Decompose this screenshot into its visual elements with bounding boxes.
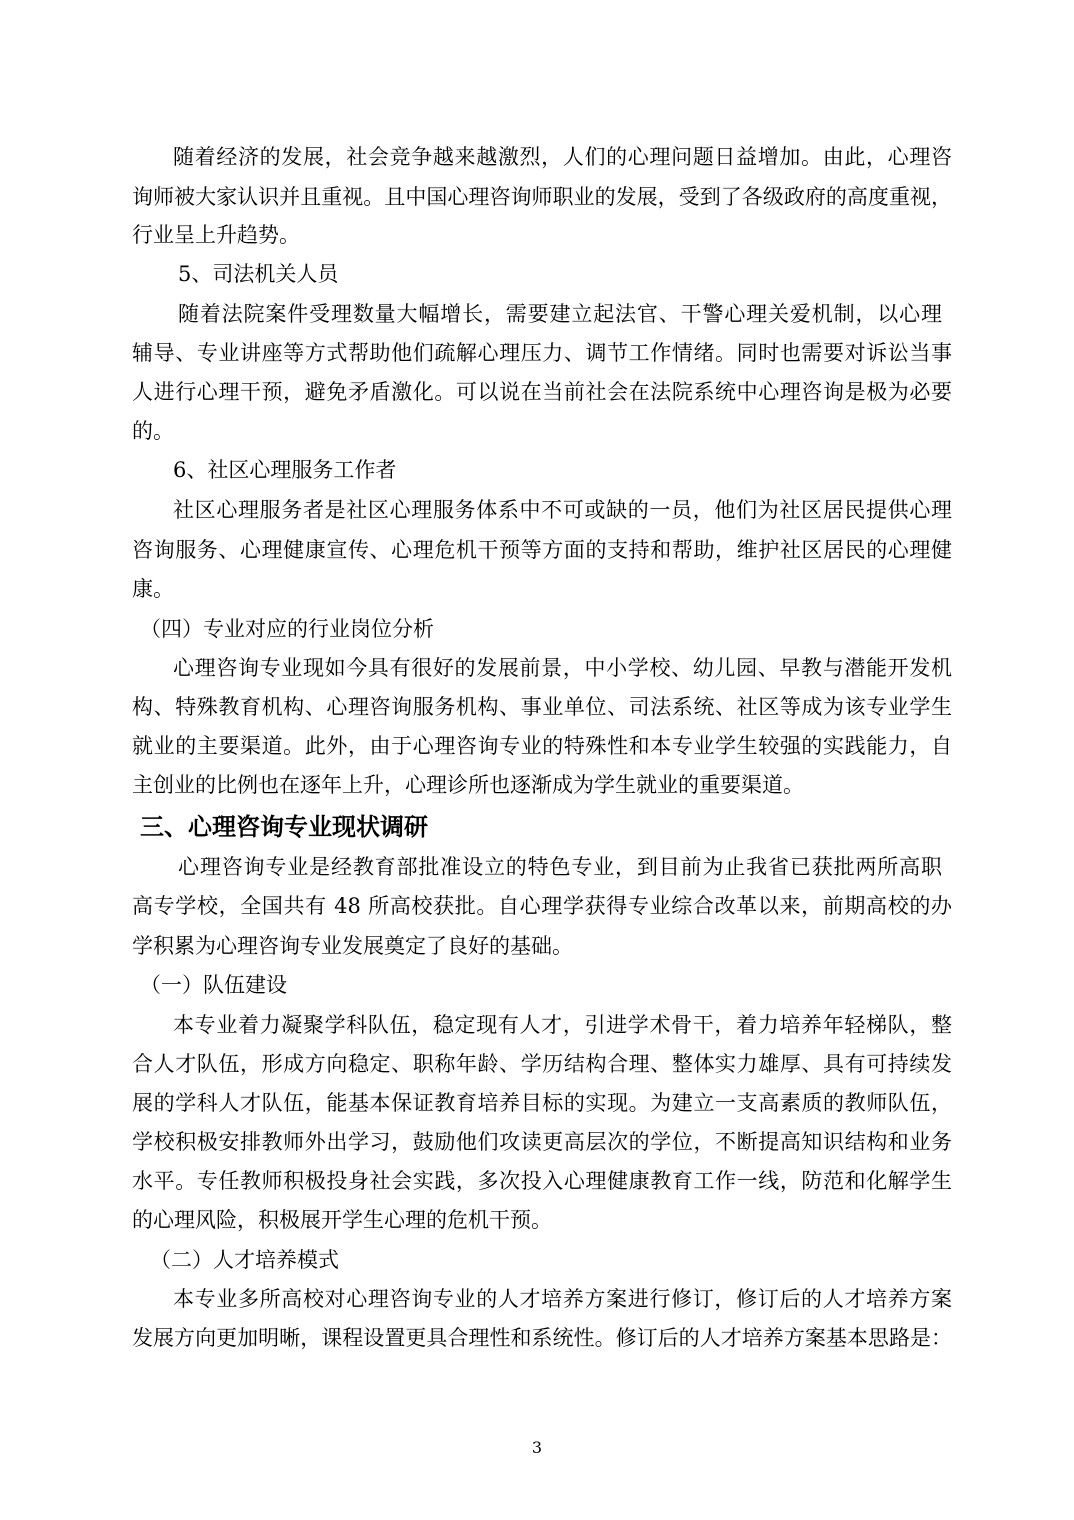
paragraph-line: 随着经济的发展，社会竞争越来越激烈，人们的心理问题日益增加。由此，心理咨 — [173, 145, 952, 169]
paragraph-line: 人进行心理干预，避免矛盾激化。可以说在当前社会在法院系统中心理咨询是极为必要 — [132, 380, 952, 404]
paragraph-line: 学积累为心理咨询专业发展奠定了良好的基础。 — [132, 934, 573, 958]
paragraph-line: 询师被大家认识并且重视。且中国心理咨询师职业的发展，受到了各级政府的高度重视， — [132, 185, 952, 209]
paragraph-line: 高专学校，全国共有 48 所高校获批。自心理学获得专业综合改革以来，前期高校的办 — [132, 894, 952, 918]
subsection-heading: （四）专业对应的行业岗位分析 — [140, 617, 434, 641]
paragraph-line: 的。 — [132, 419, 174, 443]
paragraph-line: 展的学科人才队伍，能基本保证教育培养目标的实现。为建立一支高素质的教师队伍， — [132, 1091, 952, 1115]
paragraph-line: 行业呈上升趋势。 — [132, 223, 300, 247]
paragraph-line: 发展方向更加明晰，课程设置更具合理性和系统性。修订后的人才培养方案基本思路是： — [132, 1326, 952, 1350]
paragraph-line: 心理咨询专业是经教育部批准设立的特色专业，到目前为止我省已获批两所高职 — [178, 855, 942, 879]
paragraph-line: 社区心理服务者是社区心理服务体系中不可或缺的一员，他们为社区居民提供心理 — [173, 498, 952, 522]
paragraph-line: 本专业着力凝聚学科队伍，稳定现有人才，引进学术骨干，着力培养年轻梯队，整 — [173, 1013, 952, 1037]
section-heading: 三、心理咨询专业现状调研 — [140, 813, 428, 841]
paragraph-line: 学校积极安排教师外出学习，鼓励他们攻读更高层次的学位，不断提高知识结构和业务 — [132, 1130, 952, 1154]
paragraph-line: 水平。专任教师积极投身社会实践，多次投入心理健康教育工作一线，防范和化解学生 — [132, 1169, 952, 1193]
item-heading: 6、社区心理服务工作者 — [173, 458, 397, 482]
subsection-heading: （二）人才培养模式 — [150, 1248, 339, 1272]
paragraph-line: 本专业多所高校对心理咨询专业的人才培养方案进行修订，修订后的人才培养方案 — [173, 1287, 952, 1311]
subsection-heading: （一）队伍建设 — [140, 973, 287, 997]
paragraph-line: 辅导、专业讲座等方式帮助他们疏解心理压力、调节工作情绪。同时也需要对诉讼当事 — [132, 341, 952, 365]
paragraph-line: 随着法院案件受理数量大幅增长，需要建立起法官、干警心理关爱机制，以心理 — [178, 302, 942, 326]
item-heading: 5、司法机关人员 — [178, 262, 339, 286]
paragraph-line: 合人才队伍，形成方向稳定、职称年龄、学历结构合理、整体实力雄厚、具有可持续发 — [132, 1052, 952, 1076]
paragraph-line: 咨询服务、心理健康宣传、心理危机干预等方面的支持和帮助，维护社区居民的心理健 — [132, 538, 952, 562]
paragraph-line: 康。 — [132, 577, 174, 601]
paragraph-line: 就业的主要渠道。此外，由于心理咨询专业的特殊性和本专业学生较强的实践能力，自 — [132, 734, 952, 758]
paragraph-line: 心理咨询专业现如今具有很好的发展前景，中小学校、幼儿园、早教与潜能开发机 — [173, 656, 952, 680]
paragraph-line: 主创业的比例也在逐年上升，心理诊所也逐渐成为学生就业的重要渠道。 — [132, 773, 804, 797]
page-number: 3 — [531, 1438, 543, 1457]
paragraph-line: 构、特殊教育机构、心理咨询服务机构、事业单位、司法系统、社区等成为该专业学生 — [132, 695, 952, 719]
paragraph-line: 的心理风险，积极展开学生心理的危机干预。 — [132, 1208, 552, 1232]
